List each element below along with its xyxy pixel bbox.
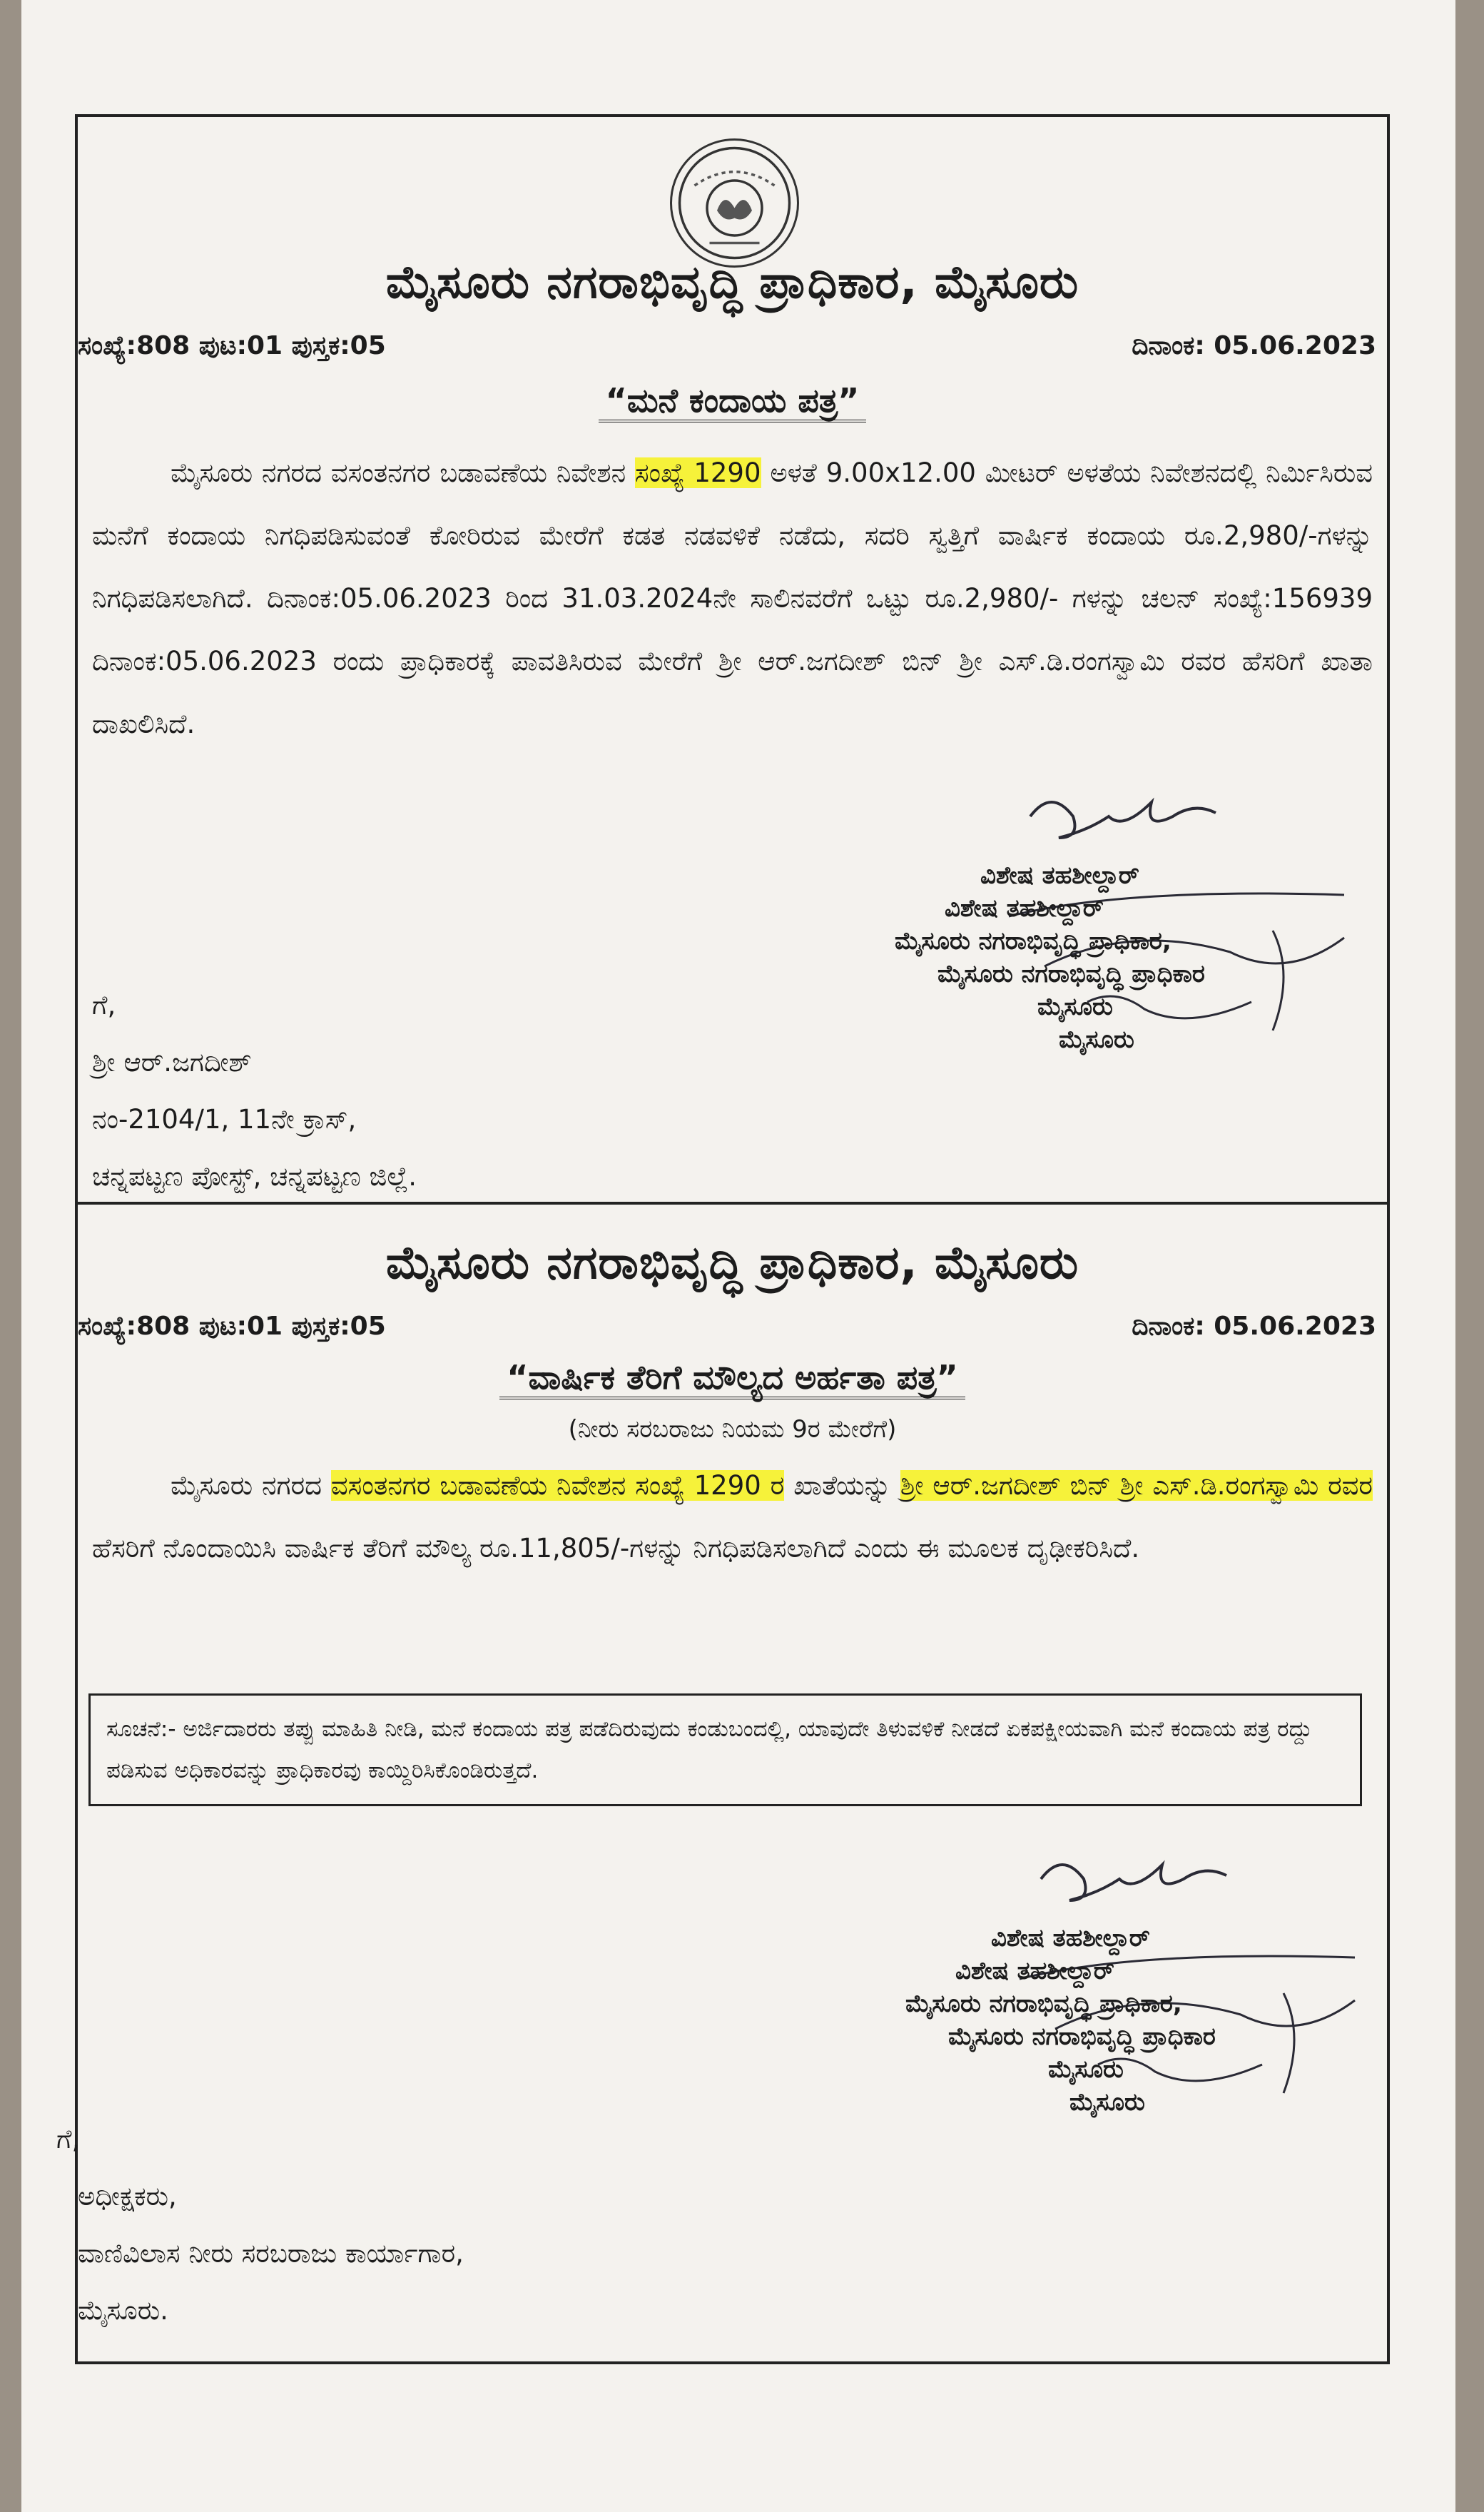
recipient-address: ಗೆ, ಶ್ರೀ ಆರ್.ಜಗದೀಶ್ ನಂ-2104/1, 11ನೇ ಕ್ರಾಸ್, ಚನ್ನಪಟ್ಟಣ ಪೋಸ್ಟ್, ಚನ್ನಪಟ್ಟಣ ಜಿಲ್ಲೆ. xyxy=(92,990,417,1192)
notice-box: ಸೂಚನೆ:- ಅರ್ಜಿದಾರರು ತಪ್ಪು ಮಾಹಿತಿ ನೀಡಿ, ಮನೆ ಕಂದಾಯ ಪತ್ರ ಪಡೆದಿರುವುದು ಕಂಡುಬಂದಲ್ಲಿ, ಯಾವುದೇ ತಿಳುವಳಿಕೆ ನೀಡದೆ ಏಕಪಕ್ಷೀಯವಾಗಿ ಮನೆ ಕಂದಾಯ ಪತ್ರ ರದ್ದು ಪಡಿಸುವ ಅಧಿಕಾರವನ್ನು ಪ್ರಾಧಿಕಾರವು ಕಾಯ್ದಿರಿಸಿಕೊಂಡಿರುತ್ತದೆ. xyxy=(88,1693,1362,1806)
organization-name: ಮೈಸೂರು ನಗರಾಭಿವೃದ್ಧಿ ಪ್ರಾಧಿಕಾರ, ಮೈಸೂರು xyxy=(385,256,1079,309)
organization-name: ಮೈಸೂರು ನಗರಾಭಿವೃದ್ಧಿ ಪ್ರಾಧಿಕಾರ, ಮೈಸೂರು xyxy=(385,1237,1079,1290)
document-title: “ವಾರ್ಷಿಕ ತೆರಿಗೆ ಮೌಲ್ಯದ ಅರ್ಹತಾ ಪತ್ರ” xyxy=(78,1358,1387,1398)
highlighted-text: ವಸಂತನಗರ ಬಡಾವಣೆಯ ನಿವೇಶನ ಸಂಖ್ಯೆ 1290 ರ xyxy=(330,1470,785,1501)
body-paragraph: ಮೈಸೂರು ನಗರದ ವಸಂತನಗರ ಬಡಾವಣೆಯ ನಿವೇಶನ ಸಂಖ್ಯೆ 1290 ಅಳತೆ 9.00x12.00 ಮೀಟರ್ ಅಳತೆಯ ನಿವೇಶನದಲ್ಲಿ ನಿರ್ಮಿಸಿರುವ ಮನೆಗೆ ಕಂದಾಯ ನಿಗಧಿಪಡಿಸುವಂತೆ ಕೋರಿರುವ ಮೇರೆಗೆ ಕಡತ ನಡವಳಿಕೆ ನಡೆದು, ಸದರಿ ಸ್ವತ್ತಿಗೆ ವಾರ್ಷಿಕ ಕಂದಾಯ ರೂ.2,980/-ಗಳನ್ನು ನಿಗಧಿಪಡಿಸಲಾಗಿದೆ. ದಿನಾಂಕ:05.06.2023 ರಿಂದ 31.03.2024ನೇ ಸಾಲಿನವರೆಗೆ ಒಟ್ಟು ರೂ.2,980/- ಗಳನ್ನು ಚಲನ್ ಸಂಖ್ಯೆ:156939 ದಿನಾಂಕ:05.06.2023 ರಂದು ಪ್ರಾಧಿಕಾರಕ್ಕೆ ಪಾವತಿಸಿರುವ ಮೇರೆಗೆ ಶ್ರೀ ಆರ್.ಜಗದೀಶ್ ಬಿನ್ ಶ್ರೀ ಎಸ್.ಡಿ.ರಂಗಸ್ವಾಮಿ ರವರ ಹೆಸರಿಗೆ ಖಾತಾ ದಾಖಲಿಸಿದೆ. xyxy=(92,457,1373,739)
reference-number: ಸಂಖ್ಯೆ:808 ಪುಟ:01 ಪುಸ್ತಕ:05 xyxy=(78,331,386,360)
highlighted-text: ಶ್ರೀ ಆರ್.ಜಗದೀಶ್ ಬಿನ್ ಶ್ರೀ ಎಸ್.ಡಿ.ರಂಗಸ್ವಾಮಿ ರವರ xyxy=(900,1470,1373,1501)
document-subtitle: (ನೀರು ಸರಬರಾಜು ನಿಯಮ 9ರ ಮೇರೆಗೆ) xyxy=(568,1415,897,1444)
house-tax-certificate xyxy=(78,117,1387,1202)
document-title: “ಮನೆ ಕಂದಾಯ ಪತ್ರ” xyxy=(78,381,1387,421)
document-frame xyxy=(56,114,1390,2364)
signature-block: ವಿಶೇಷ ತಹಶೀಲ್ದಾರ್ ವಿಶೇಷ ತಹಶೀಲ್ದಾರ್ ಮೈಸೂರು ನಗರಾಭಿವೃದ್ಧಿ ಪ್ರಾಧಿಕಾರ, ಮೈಸೂರು ನಗರಾಭಿವೃದ್ಧಿ ಪ್ರಾಧಿಕಾರ ಮೈಸೂರು ಮೈಸೂರು xyxy=(895,859,1351,1056)
issue-date: ದಿನಾಂಕ: 05.06.2023 xyxy=(1132,1312,1376,1341)
highlighted-text: ಸಂಖ್ಯೆ 1290 xyxy=(634,457,761,488)
tax-value-certificate xyxy=(56,1205,1387,2361)
body-paragraph: ಮೈಸೂರು ನಗರದ ವಸಂತನಗರ ಬಡಾವಣೆಯ ನಿವೇಶನ ಸಂಖ್ಯೆ 1290 ರ ಖಾತೆಯನ್ನು ಶ್ರೀ ಆರ್.ಜಗದೀಶ್ ಬಿನ್ ಶ್ರೀ ಎಸ್.ಡಿ.ರಂಗಸ್ವಾಮಿ ರವರ ಹೆಸರಿಗೆ ನೊಂದಾಯಿಸಿ ವಾರ್ಷಿಕ ತೆರಿಗೆ ಮೌಲ್ಯ ರೂ.11,805/-ಗಳನ್ನು ನಿಗಧಿಪಡಿಸಲಾಗಿದೆ ಎಂದು ಈ ಮೂಲಕ ದೃಢೀಕರಿಸಿದೆ. xyxy=(92,1470,1373,1564)
reference-number: ಸಂಖ್ಯೆ:808 ಪುಟ:01 ಪುಸ್ತಕ:05 xyxy=(78,1312,386,1341)
government-seal-icon xyxy=(670,138,799,268)
issue-date: ದಿನಾಂಕ: 05.06.2023 xyxy=(1132,331,1376,360)
recipient-address: ಗೆ, ಅಧೀಕ್ಷಕರು, ವಾಣಿವಿಲಾಸ ನೀರು ಸರಬರಾಜು ಕಾರ್ಯಾಗಾರ, ಮೈಸೂರು. xyxy=(56,2124,464,2326)
signature-block: ವಿಶೇಷ ತಹಶೀಲ್ದಾರ್ ವಿಶೇಷ ತಹಶೀಲ್ದಾರ್ ಮೈಸೂರು ನಗರಾಭಿವೃದ್ಧಿ ಪ್ರಾಧಿಕಾರ, ಮೈಸೂರು ನಗರಾಭಿವೃದ್ಧಿ ಪ್ರಾಧಿಕಾರ ಮೈಸೂರು ಮೈಸೂರು xyxy=(905,1922,1362,2119)
document-sheet xyxy=(21,0,1455,2512)
